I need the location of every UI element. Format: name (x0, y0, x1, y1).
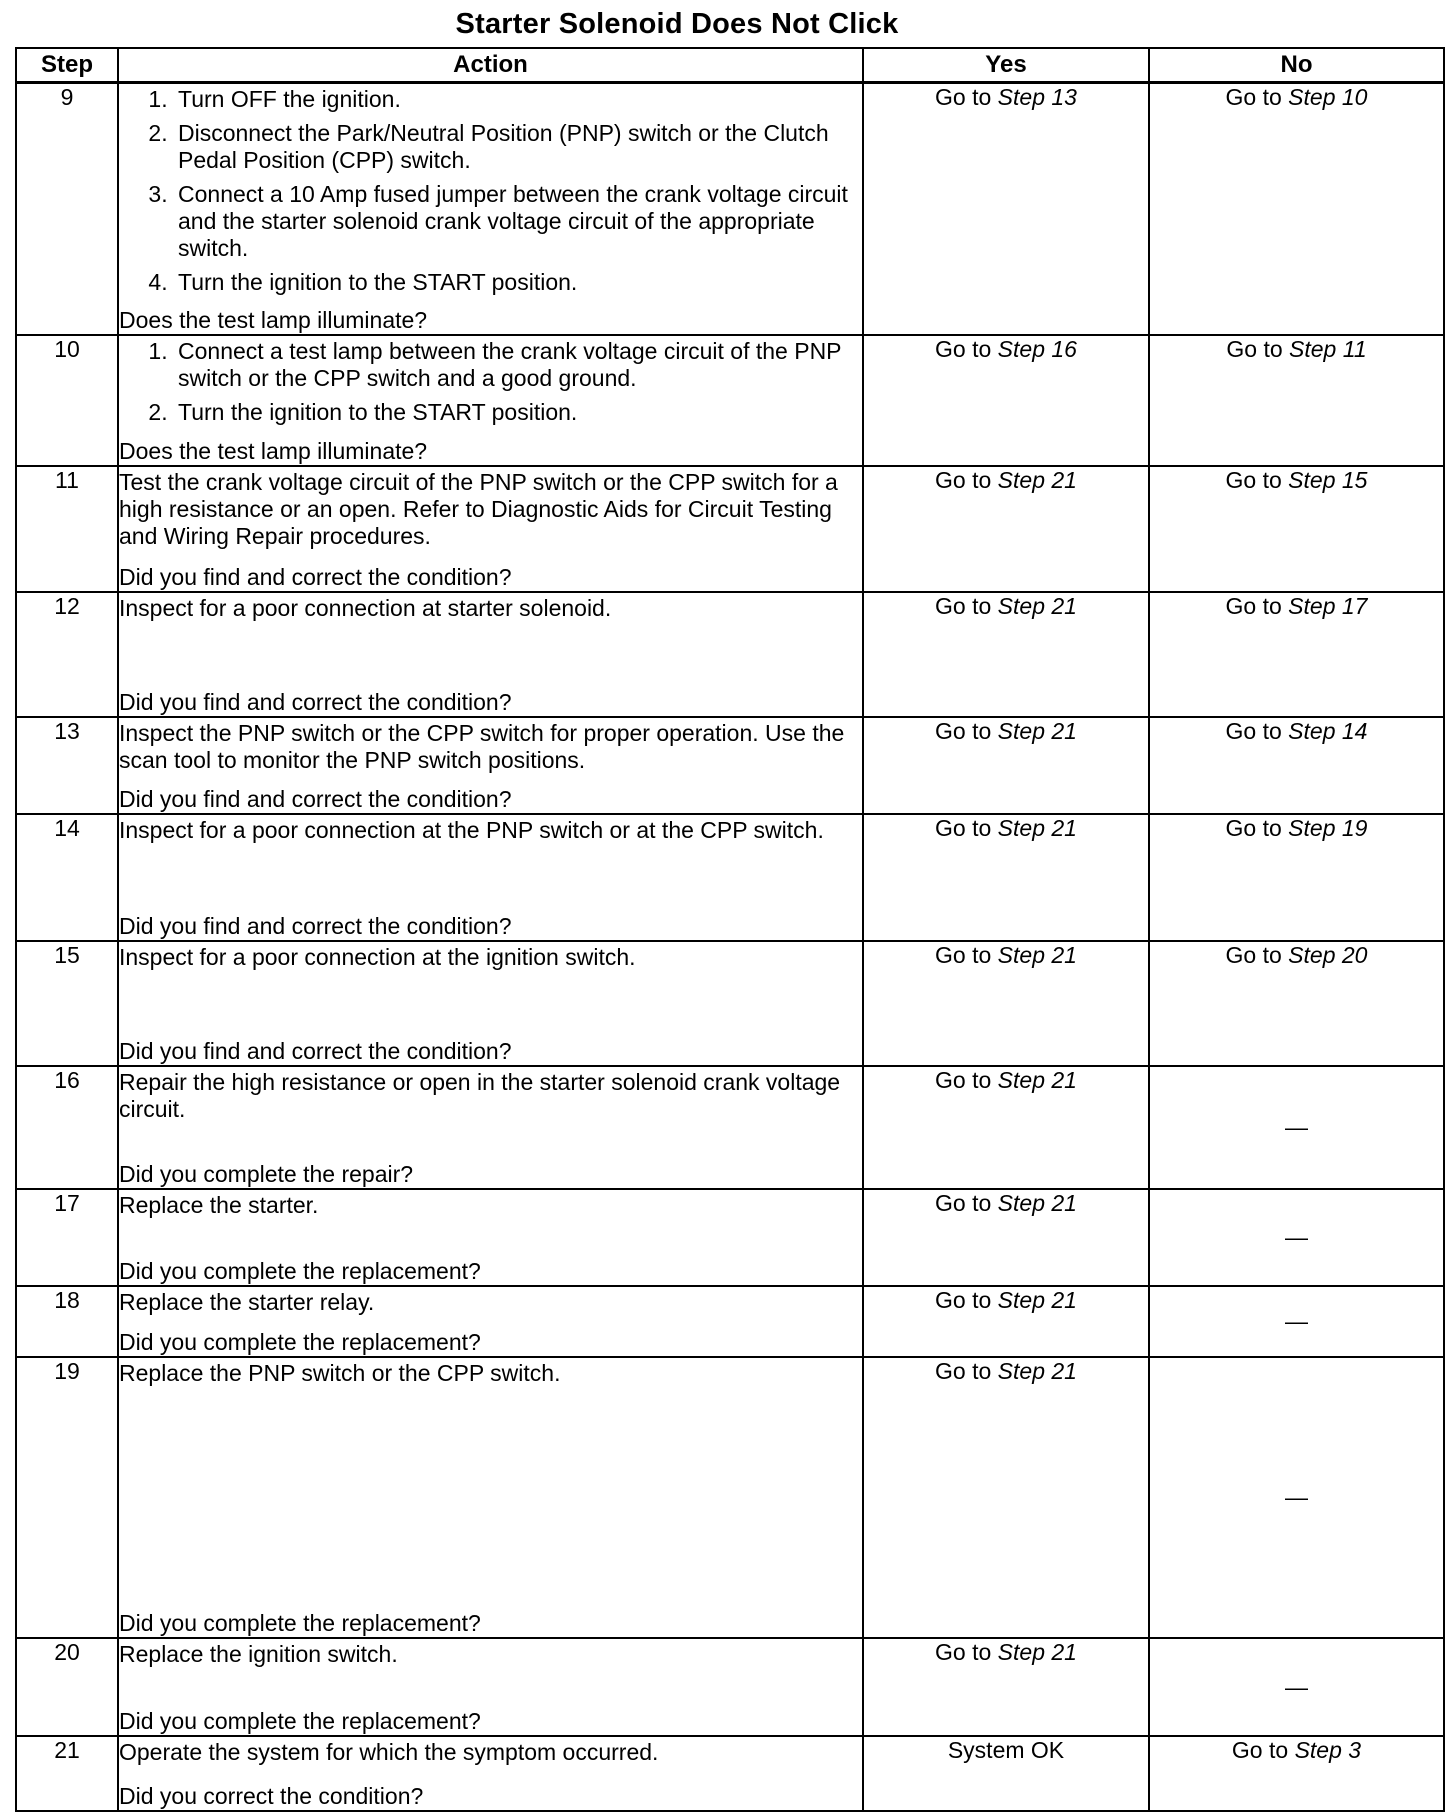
no-result (1149, 335, 1444, 465)
goto-prefix: Go to (935, 1287, 992, 1314)
step-number: 17 (16, 1189, 118, 1286)
step-number: 15 (16, 941, 118, 1066)
goto-prefix: Go to (935, 941, 992, 968)
no-result (1149, 1638, 1444, 1736)
goto-prefix: Go to (935, 718, 992, 745)
yes-goto-link[interactable]: Step 21 (997, 466, 1077, 493)
action-cell (118, 717, 863, 814)
action-text: Replace the starter. (119, 1192, 319, 1219)
table-row (16, 1286, 1444, 1357)
goto-prefix: Go to (1225, 718, 1282, 745)
table-row (16, 83, 1444, 336)
no-result (1149, 1357, 1444, 1638)
header-step: Step (16, 48, 118, 83)
action-question: Did you correct the condition? (119, 1783, 424, 1809)
step-number: 18 (16, 1286, 118, 1357)
goto-prefix: Go to (935, 1190, 992, 1217)
step-number: 21 (16, 1736, 118, 1811)
action-text: Inspect for a poor connection at starter solenoid. (119, 594, 612, 621)
yes-result (863, 1286, 1149, 1357)
action-cell (118, 335, 863, 465)
action-step-item: 2. Disconnect the Park/Neutral Position (PNP) switch or the Clutch Pedal Position (CPP) switch. (174, 120, 862, 174)
goto-prefix: Go to (935, 84, 992, 110)
no-result (1149, 83, 1444, 336)
yes-goto-link[interactable]: Step 13 (997, 84, 1077, 110)
yes-goto-link[interactable]: Step 21 (997, 1358, 1077, 1385)
no-goto-link[interactable]: Step 14 (1288, 718, 1368, 745)
no-result (1149, 1189, 1444, 1286)
action-cell (118, 592, 863, 717)
action-instructions (119, 1737, 862, 1766)
action-instructions (119, 815, 862, 844)
action-question: Did you find and correct the condition? (119, 689, 512, 716)
action-question: Did you find and correct the condition? (119, 786, 512, 813)
goto-prefix: Go to (935, 592, 992, 619)
yes-result (863, 1189, 1149, 1286)
action-step-item: 3. Connect a 10 Amp fused jumper between the crank voltage circuit and the starter solenoid crank voltage circuit of the appropriate switch. (174, 181, 862, 262)
action-steps-list (119, 86, 862, 296)
goto-prefix: Go to (1231, 1737, 1289, 1764)
action-instructions (119, 718, 862, 774)
action-instructions (119, 1067, 862, 1123)
table-row (16, 1189, 1444, 1286)
no-result (1149, 717, 1444, 814)
yes-result (863, 941, 1149, 1066)
yes-goto-link[interactable]: Step 21 (997, 592, 1077, 619)
action-instructions (119, 467, 862, 550)
action-steps-list (119, 338, 862, 426)
yes-result (863, 1736, 1149, 1811)
goto-prefix: Go to (935, 1358, 992, 1385)
yes-result (863, 83, 1149, 336)
table-row (16, 335, 1444, 465)
no-goto-link[interactable]: Step 3 (1294, 1737, 1362, 1764)
no-goto-link[interactable]: Step 15 (1288, 466, 1368, 493)
goto-prefix: Go to (935, 1639, 992, 1666)
action-text: Replace the PNP switch or the CPP switch. (119, 1360, 561, 1387)
action-instructions (119, 593, 862, 622)
step-number: 9 (16, 83, 118, 336)
no-result (1149, 1736, 1444, 1811)
goto-prefix: Go to (1225, 592, 1282, 619)
action-cell (118, 83, 863, 336)
yes-result (863, 1357, 1149, 1638)
action-cell (118, 1286, 863, 1357)
action-text: Inspect for a poor connection at the ignition switch. (119, 943, 636, 970)
yes-goto-link[interactable]: Step 16 (997, 336, 1077, 363)
action-question: Did you complete the replacement? (119, 1258, 481, 1285)
step-number: 20 (16, 1638, 118, 1736)
no-result (1149, 1286, 1444, 1357)
no-result (1149, 1066, 1444, 1189)
action-cell (118, 1736, 863, 1811)
yes-result (863, 592, 1149, 717)
goto-prefix: Go to (935, 466, 992, 493)
yes-result (863, 335, 1149, 465)
step-number: 14 (16, 814, 118, 940)
no-text: — (1285, 1114, 1308, 1141)
no-text: — (1285, 1484, 1308, 1511)
diagnostic-table (15, 47, 1445, 1812)
action-instructions (119, 1639, 862, 1668)
step-number: 16 (16, 1066, 118, 1189)
no-goto-link[interactable]: Step 17 (1288, 592, 1368, 619)
action-question: Did you complete the replacement? (119, 1708, 481, 1735)
goto-prefix: Go to (1225, 941, 1282, 968)
yes-goto-link[interactable]: Step 21 (997, 1639, 1077, 1666)
goto-prefix: Go to (935, 336, 992, 363)
action-text: Replace the starter relay. (119, 1289, 375, 1316)
action-question: Does the test lamp illuminate? (119, 307, 428, 334)
goto-prefix: Go to (1225, 466, 1282, 493)
action-cell (118, 1357, 863, 1638)
no-text: — (1285, 1673, 1308, 1700)
action-question: Did you complete the replacement? (119, 1610, 481, 1637)
action-text: Inspect for a poor connection at the PNP switch or at the CPP switch. (119, 817, 824, 844)
action-step-item: 4. Turn the ignition to the START position. (174, 269, 862, 296)
action-instructions (119, 1287, 862, 1316)
table-row (16, 814, 1444, 940)
action-step-item: 1. Turn OFF the ignition. (174, 86, 862, 113)
header-action: Action (118, 48, 863, 83)
table-row (16, 717, 1444, 814)
action-question: Did you complete the replacement? (119, 1329, 481, 1356)
yes-goto-link[interactable]: Step 21 (997, 1190, 1077, 1217)
table-body (16, 83, 1444, 1812)
goto-prefix: Go to (935, 815, 992, 842)
goto-prefix: Go to (1225, 815, 1282, 842)
no-result (1149, 941, 1444, 1066)
step-number: 12 (16, 592, 118, 717)
yes-result (863, 1066, 1149, 1189)
yes-result (863, 814, 1149, 940)
yes-goto-link[interactable]: Step 21 (997, 1287, 1077, 1314)
no-result (1149, 814, 1444, 940)
no-goto-link[interactable]: Step 10 (1288, 84, 1368, 110)
yes-goto-link[interactable]: Step 21 (997, 815, 1077, 842)
page-title: Starter Solenoid Does Not Click (455, 8, 899, 40)
action-cell (118, 1638, 863, 1736)
action-question: Does the test lamp illuminate? (119, 437, 428, 464)
table-row (16, 1736, 1444, 1811)
action-cell (118, 941, 863, 1066)
no-goto-link[interactable]: Step 19 (1288, 815, 1368, 842)
action-question: Did you find and correct the condition? (119, 912, 512, 939)
header-no: No (1149, 48, 1444, 83)
action-instructions (119, 84, 862, 303)
action-question: Did you find and correct the condition? (119, 563, 512, 590)
yes-result (863, 466, 1149, 592)
yes-goto-link[interactable]: Step 21 (997, 718, 1077, 745)
step-number: 10 (16, 335, 118, 465)
action-text: Repair the high resistance or open in the starter solenoid crank voltage circuit. (119, 1068, 841, 1122)
action-question: Did you find and correct the condition? (119, 1037, 512, 1064)
action-instructions (119, 1190, 862, 1219)
table-row (16, 941, 1444, 1066)
yes-result (863, 1638, 1149, 1736)
goto-prefix: Go to (935, 1066, 992, 1093)
action-cell (118, 1189, 863, 1286)
step-number: 13 (16, 717, 118, 814)
action-question: Did you complete the repair? (119, 1161, 414, 1188)
table-row (16, 466, 1444, 592)
table-row (16, 1357, 1444, 1638)
action-text: Test the crank voltage circuit of the PNP switch or the CPP switch for a high resistance or an open. Refer to Diagnostic Aids for Circuit Testing and Wiring Repair procedures. (119, 468, 838, 549)
header-yes: Yes (863, 48, 1149, 83)
no-text: — (1285, 1308, 1308, 1335)
action-instructions (119, 336, 862, 433)
action-text: Inspect the PNP switch or the CPP switch for proper operation. Use the scan tool to monitor the PNP switch positions. (119, 720, 845, 774)
action-cell (118, 1066, 863, 1189)
no-text: — (1285, 1224, 1308, 1251)
action-step-item: 2. Turn the ignition to the START position. (174, 399, 862, 426)
action-text: Replace the ignition switch. (119, 1641, 398, 1668)
no-goto-link[interactable]: Step 11 (1289, 336, 1367, 363)
yes-result (863, 717, 1149, 814)
action-instructions (119, 942, 862, 971)
yes-text: System OK (947, 1737, 1065, 1764)
step-number: 19 (16, 1357, 118, 1638)
no-result (1149, 592, 1444, 717)
goto-prefix: Go to (1226, 336, 1283, 363)
step-number: 11 (16, 466, 118, 592)
yes-goto-link[interactable]: Step 21 (997, 941, 1077, 968)
table-row (16, 1638, 1444, 1736)
action-cell (118, 814, 863, 940)
action-step-item: 1. Connect a test lamp between the crank voltage circuit of the PNP switch or the CPP switch and a good ground. (174, 338, 862, 392)
no-result (1149, 466, 1444, 592)
yes-goto-link[interactable]: Step 21 (997, 1066, 1077, 1093)
table-row (16, 1066, 1444, 1189)
table-row (16, 592, 1444, 717)
action-instructions (119, 1358, 862, 1387)
goto-prefix: Go to (1225, 84, 1282, 110)
action-cell (118, 466, 863, 592)
no-goto-link[interactable]: Step 20 (1288, 941, 1368, 968)
header-row (16, 48, 1444, 83)
action-text: Operate the system for which the symptom occurred. (119, 1739, 659, 1766)
